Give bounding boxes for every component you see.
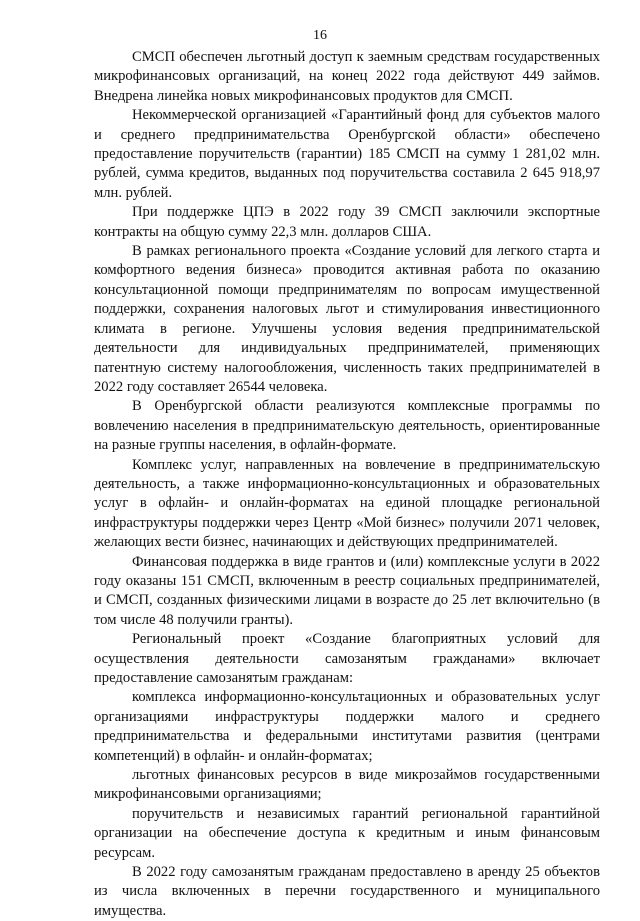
paragraph-regional-project-easy-start: В рамках регионального проекта «Создание условий для легкого старта и комфортного ведения бизнеса» проводится активная работа по оказанию консультационной помощи предпринимателям по вопросам имущественной поддержки, сохранения налоговых льгот и стимулирования инвестиционного климата в регионе. Улучшены условия ведения предпринимательской деятельности для индивидуальных предпринимателей, применяющих патентную систему налогообложения, численность таких предпринимателей в 2022 году составляет 26544 человека. [94, 243, 600, 395]
paragraph-self-employed-project: Региональный проект «Создание благоприятных условий для осуществления деятельности самозанятым гражданами» включает предоставление самозанятым гражданам: [94, 631, 600, 686]
document-body [94, 48, 600, 921]
page-number: 16 [313, 28, 327, 43]
paragraph-msp-loans: СМСП обеспечен льготный доступ к заемным средствам государственных микрофинансовых организаций, на конец 2022 года действуют 449 займов. Внедрена линейка новых микрофинансовых продуктов для СМСП. [94, 49, 600, 104]
paragraph-guarantee-fund: Некоммерческой организацией «Гарантийный фонд для субъектов малого и среднего предпринимательства Оренбургской области» обеспечено предоставление поручительств (гарантии) 185 СМСП на сумму 1 281,02 млн. рублей, сумма кредитов, выданных под поручительства составила 2 645 918,97 млн. рублей. [94, 107, 600, 201]
list-item-consulting-services: комплекса информационно-консультационных и образовательных услуг организациями инфраструктуры поддержки малого и среднего предпринимательства и федеральными институтами развития (центрами компетенций) в офлайн- и онлайн-форматах; [94, 689, 600, 764]
list-item-guarantees: поручительств и независимых гарантий региональной гарантийной организации на обеспечение доступа к кредитным и иным финансовым ресурсам. [94, 805, 600, 861]
paragraph-financial-support-grants: Финансовая поддержка в виде грантов и (или) комплексные услуги в 2022 году оказаны 151 СМСП, включенным в реестр социальных предпринимателей, и СМСП, созданных физическими лицами в возрасте до 25 лет включительно (в том числе 48 получили гранты). [94, 553, 600, 628]
paragraph-comprehensive-programs: В Оренбургской области реализуются комплексные программы по вовлечению населения в предпринимательскую деятельность, ориентированные на разные группы населения, в офлайн-формате. [94, 398, 600, 454]
list-item-microloans: льготных финансовых ресурсов в виде микрозаймов государственными микрофинансовыми организациями; [94, 767, 600, 803]
paragraph-my-business-services: Комплекс услуг, направленных на вовлечение в предпринимательскую деятельность, а также информационно-консультационных и образовательных услуг в офлайн- и онлайн-форматах на единой площадке региональной инфраструктуры поддержки через Центр «Мой бизнес» получили 2071 человек, желающих вести бизнес, начинающих и действующих предпринимателей. [94, 456, 600, 551]
paragraph-property-lease: В 2022 году самозанятым гражданам предоставлено в аренду 25 объектов из числа включенных в перечни государственного и муниципального имущества. [94, 864, 600, 919]
paragraph-export-contracts: При поддержке ЦПЭ в 2022 году 39 СМСП заключили экспортные контракты на общую сумму 22,3 млн. долларов США. [94, 204, 600, 240]
